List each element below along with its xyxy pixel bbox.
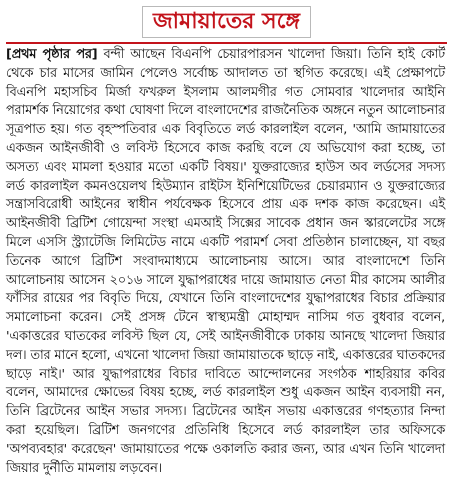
headline: জামায়াতের সঙ্গে [142, 6, 311, 38]
headline-divider [6, 42, 447, 44]
article-body [6, 46, 445, 478]
newspaper-clipping [2, 2, 451, 476]
headline-area [2, 2, 451, 42]
article-body-text: বন্দী আছেন বিএনপি চেয়ারপারসন খালেদা জিয়া। তিনি হাই কোর্ট থেকে চার মাসের জামিন পেলেও সর্বোচ্চ আদালত তা স্থগিত করেছে। এই প্রেক্ষাপটে বিএনপি মহাসচিব মির্জা ফখরুল ইসলাম আলমগীর গত সোমবার খালেদার আইনি পরামর্শক নিয়োগের কথা ঘোষণা দিলে বাংলাদেশের রাজনৈতিক অঙ্গনে নতুন আলোচনার সূত্রপাত হয়। গত বৃহস্পতিবার এক বিবৃতিতে লর্ড কারলাইল বলেন, 'আমি জামায়াতের একজন আইনজীবী ও লবিস্ট হিসেবে কাজ করছি বলে যে অভিযোগ করা হচ্ছে, তা অসত্য এবং মামলা হওয়ার মতো একটি বিষয়।' যুক্তরাজ্যের হাউস অব লর্ডসের সদস্য লর্ড কারলাইল কমনওয়েলথ হিউম্যান রাইটস ইনিশিয়েটিভের চেয়ারম্যান ও যুক্তরাজ্যের সন্ত্রাসবিরোধী আইনের স্বাধীন পর্যবেক্ষক হিসেবে প্রায় এক দশক কাজ করেছেন। এই আইনজীবী ব্রিটিশ গোয়েন্দা সংস্থা এমআই সিক্সের সাবেক প্রধান জন স্কারলেটের সঙ্গে মিলে এসসি স্ট্র্যাটেজি লিমিটেড নামে একটি পরামর্শ সেবা প্রতিষ্ঠান চালাচ্ছেন, যা বছর তিনেক আগে ব্রিটিশ সংবাদমাধ্যমে আলোচনায় আসে। আর বাংলাদেশে তিনি আলোচনায় আসেন ২০১৬ সালে যুদ্ধাপরাধের দায়ে জামায়াত নেতা মীর কাসেম আলীর ফাঁসির রায়ের পর বিবৃতি দিয়ে, যেখানে তিনি বাংলাদেশের যুদ্ধাপরাধের বিচার প্রক্রিয়ার সমালোচনা করেন। সেই প্রসঙ্গ টেনে স্বাস্থ্যমন্ত্রী মোহাম্মদ নাসিম গত বুধবার বলেন, 'একাত্তরের ঘাতকের লবিস্ট ছিল যে, সেই আইনজীবীকে ঢাকায় আনছে খালেদা জিয়ার দল। তার মানে হলো, এখনো খালেদা জিয়া জামায়াতকে ছাড়ে নাই, একাত্তরের ঘাতকদের ছাড়ে নাই।' আর যুদ্ধাপরাধের বিচার দাবিতে আন্দোলনের সংগঠক শাহরিয়ার কবির বলেন, আমাদের ক্ষোভের বিষয় হচ্ছে, লর্ড কারলাইল শুধু একজন আইন ব্যবসায়ী নন, তিনি ব্রিটেনের আইন সভার সদস্য। ব্রিটেনের আইন সভায় একাত্তরের গণহত্যার নিন্দা করা হয়েছিল। ব্রিটিশ জনগণের প্রতিনিধি হিসেবে লর্ড কারলাইল তার অফিসকে 'অপব্যবহার' করেছেন' জামায়াতের পক্ষে ওকালতি করার জন্য, আর এখন তিনি খালেদা জিয়ার দুর্নীতি মামলায় লড়বেন। [6, 47, 445, 476]
continuation-kicker: [প্রথম পৃষ্ঠার পর] [6, 47, 98, 62]
